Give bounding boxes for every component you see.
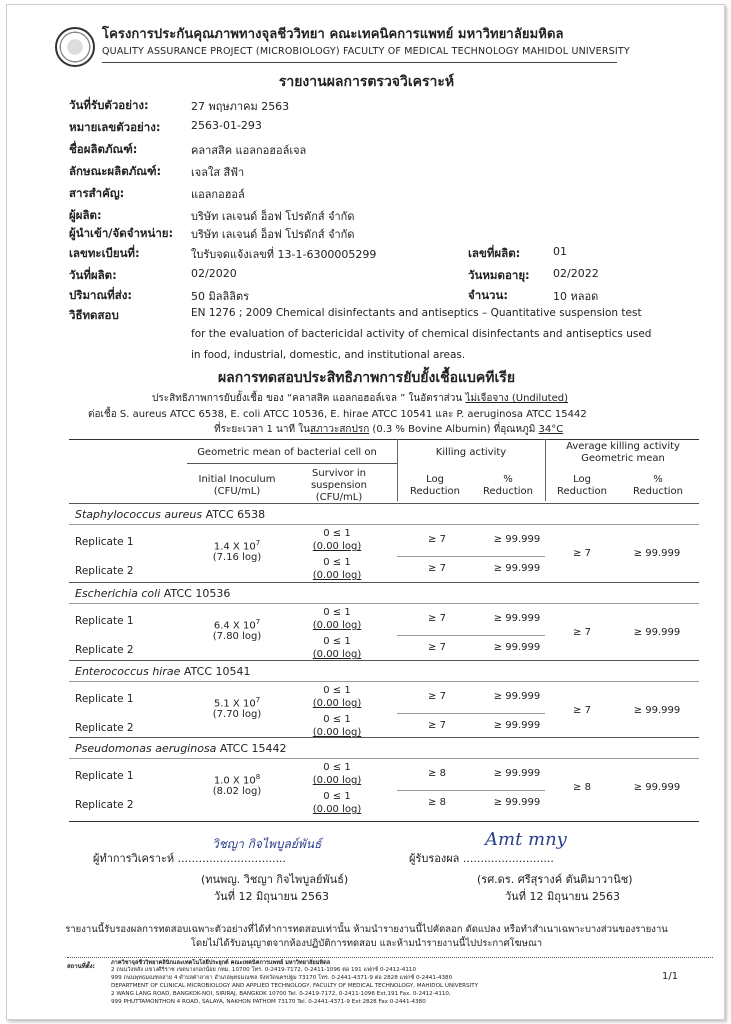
inoculum-exponent: 7 (255, 696, 261, 704)
sample-number-label: หมายเลขตัวอย่าง: (69, 120, 161, 134)
log-reduction: ≥ 8 (428, 768, 446, 779)
test-method-label: วิธีทดสอบ (69, 308, 119, 322)
header-pct-1: % (503, 474, 513, 485)
organism-name (75, 665, 250, 678)
replicate-label: Replicate 2 (75, 644, 134, 656)
average-log-reduction: ≥ 7 (573, 627, 591, 638)
approver-signature: Amt mny (485, 829, 567, 850)
organism-name (75, 742, 287, 755)
quantity-value: 50 มิลลิลิตร (191, 290, 250, 303)
inoculum-base: 1.0 X 10 (213, 775, 256, 787)
inoculum-base: 6.4 X 10 (213, 620, 256, 632)
product-character-value: เจลใส สีฟ้า (191, 166, 245, 179)
test-method-line-3: in food, industrial, domestic, and institutional areas. (191, 349, 466, 361)
log-reduction: ≥ 7 (428, 563, 446, 574)
replicate-label: Replicate 1 (75, 770, 134, 782)
organism-species: Pseudomonas aeruginosa (75, 742, 217, 755)
header-survivor-2: suspension (310, 480, 368, 491)
replicate-divider (397, 790, 545, 791)
count-label: จำนวน: (468, 288, 508, 302)
approver-name: (รศ.ดร. ศรีสุรางค์ ตันติมาวานิช) (477, 873, 633, 886)
analyst-date: วันที่ 12 มิถุนายน 2563 (214, 890, 330, 903)
received-date-value: 27 พฤษภาคม 2563 (191, 100, 290, 113)
analyst-label-text: ผู้ทำการวิเคราะห์ ............... (93, 852, 231, 865)
average-log-reduction: ≥ 7 (573, 548, 591, 559)
survivor-count: 0 ≤ 1 (323, 791, 351, 802)
temperature-text: 34°C (538, 424, 564, 435)
expiry-date-value: 02/2022 (553, 267, 599, 280)
survivor-log: (0.00 log) (312, 570, 362, 581)
average-percent-reduction: ≥ 99.999 (633, 627, 681, 638)
organism-name (75, 508, 265, 521)
percent-reduction: ≥ 99.999 (493, 613, 541, 624)
table-vrule-1 (397, 439, 398, 501)
results-desc-1 (152, 391, 568, 406)
average-log-reduction: ≥ 8 (573, 782, 591, 793)
lot-number-label: เลขที่ผลิต: (468, 246, 521, 260)
replicate-label: Replicate 1 (75, 536, 134, 548)
survivor-log: (0.00 log) (312, 698, 362, 709)
header-survivor-1: Survivor in (312, 468, 366, 479)
footer-note-1: รายงานนี้รับรองผลการทดสอบเฉพาะตัวอย่างที่ได้ทำการทดสอบเท่านั้น ห้ามนำรายงานนี้ไปคัดลอก ดัดแปลง หรือทำสำเนาเฉพาะบางส่วนของรายงาน (65, 924, 668, 935)
registration-value: ใบรับจดแจ้งเลขที่ 13-1-6300005299 (191, 248, 377, 261)
manufacturer-value: บริษัท เลเจนด์ อ็อฟ โปรดักส์ จำกัด (191, 210, 355, 223)
percent-reduction: ≥ 99.999 (493, 691, 541, 702)
footer-divider (67, 957, 713, 958)
organism-rule (69, 503, 699, 504)
header-pct-2: Reduction (483, 486, 533, 497)
count-value: 10 หลอด (553, 290, 599, 303)
header-survivor-3: (CFU/mL) (315, 492, 363, 503)
approver-label (409, 849, 554, 867)
organism-species: Staphylococcus aureus (75, 508, 203, 521)
replicate-label: Replicate 1 (75, 615, 134, 627)
survivor-log: (0.00 log) (312, 649, 362, 660)
log-reduction: ≥ 7 (428, 691, 446, 702)
organism-rule (69, 737, 699, 738)
condition-text: สภาวะสกปรก (310, 424, 370, 435)
analyst-dots: ................ (230, 852, 287, 865)
header-inoculum-1: Initial Inoculum (198, 474, 276, 485)
replicate-label: Replicate 1 (75, 693, 134, 705)
organism-species: Escherichia coli (75, 587, 161, 600)
header-killing-activity: Killing activity (435, 447, 507, 458)
results-title: ผลการทดสอบประสิทธิภาพการยับยั้งเชื้อแบคทีเรีย (217, 370, 516, 386)
header-geometric-mean: Geometric mean of bacterial cell on (197, 447, 377, 458)
initial-inoculum (197, 695, 277, 709)
active-ingredient-label: สารสำคัญ: (69, 186, 125, 200)
survivor-count: 0 ≤ 1 (323, 685, 351, 696)
header-average-1: Average killing activity (566, 441, 680, 452)
initial-inoculum (197, 538, 277, 552)
organism-name-rule (69, 524, 699, 525)
replicate-label: Replicate 2 (75, 722, 134, 734)
organism-atcc: ATCC 6538 (202, 508, 266, 521)
analyst-name: (ทนพญ. วิชญา กิจไพบูลย์พันธ์) (201, 873, 349, 886)
organism-name (75, 587, 230, 600)
address-line-4: DEPARTMENT OF CLINICAL MICROBIOLOGY AND APPLIED TECHNOLOGY, FACULTY OF MEDICAL TECHNOLOGY, MAHIDOL UNIVERSITY (111, 983, 479, 989)
percent-reduction: ≥ 99.999 (493, 642, 541, 653)
log-reduction: ≥ 7 (428, 613, 446, 624)
manufacture-date-label: วันที่ผลิต: (69, 268, 117, 282)
header-log-2: Reduction (410, 486, 460, 497)
product-character-label: ลักษณะผลิตภัณฑ์: (69, 164, 162, 178)
header-divider (102, 62, 617, 63)
header-avg-log-1: Log (573, 474, 591, 485)
registration-label: เลขทะเบียนที่: (69, 246, 140, 260)
log-reduction: ≥ 7 (428, 534, 446, 545)
active-ingredient-value: แอลกอฮอล์ (191, 188, 245, 201)
average-log-reduction: ≥ 7 (573, 705, 591, 716)
survivor-log: (0.00 log) (312, 775, 362, 786)
table-top-rule (69, 439, 699, 440)
inoculum-exponent: 8 (255, 773, 261, 781)
address-line-3: 999 ถนนพุทธมณฑลสาย 4 ตำบลศาลายา อำเภอพุทธมณฑล จังหวัดนครปฐม 73170 โทร. 0-2441-4371-9 ต่อ 2828 แฟกซ์ 0-2441-4380 (111, 975, 453, 981)
results-desc-2: ต่อเชื้อ S. aureus ATCC 6538, E. coli ATCC 10536, E. hirae ATCC 10541 และ P. aeruginosa ATCC 15442 (88, 409, 587, 420)
average-percent-reduction: ≥ 99.999 (633, 782, 681, 793)
dilution-text: ไม่เจือจาง (Undiluted) (465, 393, 568, 404)
log-reduction: ≥ 7 (428, 642, 446, 653)
survivor-count: 0 ≤ 1 (323, 528, 351, 539)
table-bottom-rule (69, 821, 699, 822)
inoculum-log: (8.02 log) (212, 786, 262, 797)
organism-name-rule (69, 758, 699, 759)
expiry-date-label: วันหมดอายุ: (468, 268, 530, 282)
percent-reduction: ≥ 99.999 (493, 534, 541, 545)
approver-label-text: ผู้รับรองผล ....... (409, 852, 488, 865)
org-name-english: QUALITY ASSURANCE PROJECT (MICROBIOLOGY) FACULTY OF MEDICAL TECHNOLOGY MAHIDOL UNIVERSITY (102, 46, 630, 57)
address-label: สถานที่ตั้ง: (67, 963, 95, 970)
survivor-count: 0 ≤ 1 (323, 762, 351, 773)
replicate-divider (397, 713, 545, 714)
average-percent-reduction: ≥ 99.999 (633, 705, 681, 716)
survivor-log: (0.00 log) (312, 541, 362, 552)
inoculum-log: (7.80 log) (212, 631, 262, 642)
replicate-label: Replicate 2 (75, 799, 134, 811)
page-number: 1/1 (662, 971, 679, 982)
sample-number-value: 2563-01-293 (191, 119, 262, 132)
replicate-label: Replicate 2 (75, 565, 134, 577)
survivor-count: 0 ≤ 1 (323, 714, 351, 725)
importer-value: บริษัท เลเจนด์ อ็อฟ โปรดักส์ จำกัด (191, 228, 355, 241)
survivor-log: (0.00 log) (312, 804, 362, 815)
percent-reduction: ≥ 99.999 (493, 768, 541, 779)
university-seal-icon (55, 27, 95, 67)
results-desc-3-text-2: (0.3 % Bovine Albumin) ที่อุณหภูมิ (369, 424, 539, 435)
header-avg-pct-1: % (653, 474, 663, 485)
product-name-value: คลาสสิค แอลกอฮอล์เจล (191, 144, 307, 157)
inoculum-base: 5.1 X 10 (213, 698, 256, 710)
inoculum-exponent: 7 (255, 539, 261, 547)
test-method-line-2: for the evaluation of bactericidal activity of chemical disinfectants and antiseptics used (191, 328, 652, 340)
survivor-log: (0.00 log) (312, 727, 362, 738)
organism-name-rule (69, 681, 699, 682)
initial-inoculum (197, 617, 277, 631)
quantity-label: ปริมาณที่ส่ง: (69, 288, 132, 302)
manufacturer-label: ผู้ผลิต: (69, 208, 102, 222)
initial-inoculum (197, 772, 277, 786)
organism-species: Enterococcus hirae (75, 665, 181, 678)
address-line-5: 2 WANG LANG ROAD, BANGKOK-NOI, SIRIRAJ, BANGKOK 10700 Tel. 0-2419-7172, 0-2411-1096 Ext.191 Fax. 0-2412-4110, (111, 991, 451, 997)
results-desc-3-text: ที่ระยะเวลา 1 นาที ใน (214, 424, 311, 435)
inoculum-base: 1.4 X 10 (213, 541, 256, 553)
survivor-count: 0 ≤ 1 (323, 636, 351, 647)
percent-reduction: ≥ 99.999 (493, 797, 541, 808)
analyst-signature: วิชญา กิจไพบูลย์พันธ์ (212, 837, 322, 851)
inoculum-log: (7.16 log) (212, 552, 262, 563)
header-log-1: Log (426, 474, 444, 485)
survivor-log: (0.00 log) (312, 620, 362, 631)
header-inoculum-2: (CFU/mL) (213, 486, 261, 497)
header-avg-pct-2: Reduction (633, 486, 683, 497)
log-reduction: ≥ 7 (428, 720, 446, 731)
lot-number-value: 01 (553, 245, 567, 258)
percent-reduction: ≥ 99.999 (493, 720, 541, 731)
address-line-6: 999 PHUTTAMONTHON 4 ROAD, SALAYA, NAKHON PATHOM 73170 Tel. 0-2441-4371-9 Ext 2828 Fax 0-2441-4380 (111, 999, 426, 1005)
table-header-rule (187, 463, 397, 464)
inoculum-log: (7.70 log) (212, 709, 262, 720)
organism-rule (69, 660, 699, 661)
organism-rule (69, 582, 699, 583)
approver-dots: ................... (487, 852, 554, 865)
approver-date: วันที่ 12 มิถุนายน 2563 (505, 890, 621, 903)
replicate-divider (397, 635, 545, 636)
organism-atcc: ATCC 15442 (216, 742, 287, 755)
log-reduction: ≥ 8 (428, 797, 446, 808)
received-date-label: วันที่รับตัวอย่าง: (69, 98, 149, 112)
address-line-1: ภาควิชาจุลชีววิทยาคลินิกและเทคโนโลยีประยุกต์ คณะเทคนิคการแพทย์ มหาวิทยาลัยมหิดล (111, 960, 331, 966)
manufacture-date-value: 02/2020 (191, 267, 237, 280)
org-name-thai: โครงการประกันคุณภาพทางจุลชีววิทยา คณะเทคนิคการแพทย์ มหาวิทยาลัยมหิดล (102, 27, 564, 42)
percent-reduction: ≥ 99.999 (493, 563, 541, 574)
replicate-divider (397, 556, 545, 557)
inoculum-exponent: 7 (255, 618, 261, 626)
survivor-count: 0 ≤ 1 (323, 557, 351, 568)
product-name-label: ชื่อผลิตภัณฑ์: (69, 142, 138, 156)
header-average-2: Geometric mean (581, 453, 665, 464)
organism-name-rule (69, 603, 699, 604)
footer-note-2: โดยไม่ได้รับอนุญาตจากห้องปฏิบัติการทดสอบ และห้ามนำรายงานนี้ไปประกาศโฆษณา (190, 938, 543, 949)
test-method-line-1: EN 1276 ; 2009 Chemical disinfectants and antiseptics – Quantitative suspension test (191, 307, 642, 319)
table-vrule-2 (545, 439, 546, 501)
address-line-2: 2 ถนนวังหลัง แขวงศิริราช เขตบางกอกน้อย กทม. 10700 โทร. 0-2419-7172, 0-2411-1096 ต่อ 191 แฟกซ์ 0-2412-4110 (111, 967, 417, 973)
organism-atcc: ATCC 10536 (160, 587, 231, 600)
header-avg-log-2: Reduction (557, 486, 607, 497)
report-title: รายงานผลการตรวจวิเคราะห์ (278, 74, 455, 90)
average-percent-reduction: ≥ 99.999 (633, 548, 681, 559)
survivor-count: 0 ≤ 1 (323, 607, 351, 618)
results-desc-3 (214, 422, 563, 437)
importer-label: ผู้นำเข้า/จัดจำหน่าย: (69, 226, 174, 240)
results-desc-1-text: ประสิทธิภาพการยับยั้งเชื้อ ของ “คลาสสิค แอลกอฮอล์เจล ” ในอัตราส่วน (152, 393, 466, 404)
report-page (6, 4, 725, 1020)
organism-atcc: ATCC 10541 (180, 665, 251, 678)
